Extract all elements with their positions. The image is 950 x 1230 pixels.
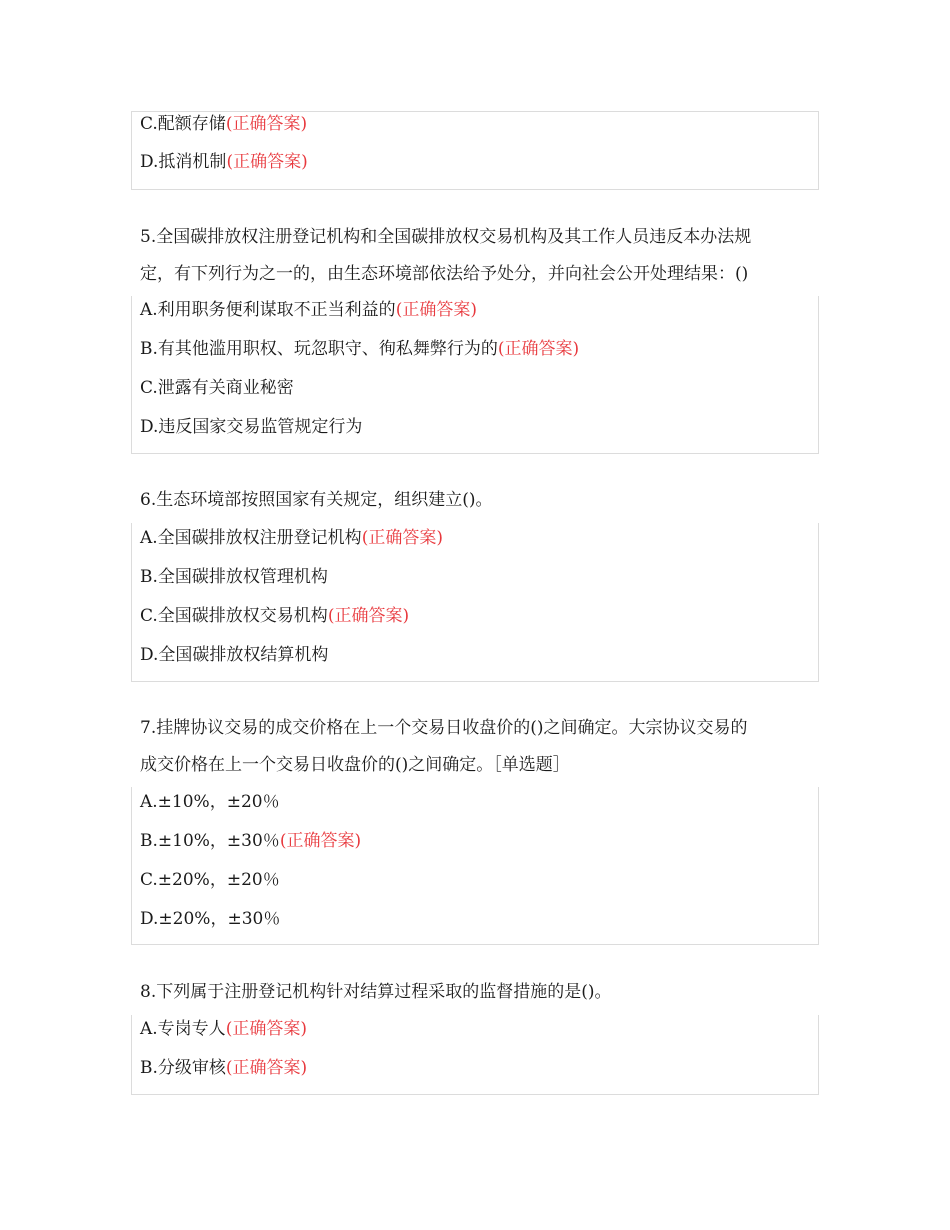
option-text: D.全国碳排放权结算机构 <box>140 645 329 665</box>
q4-option-d <box>140 150 308 174</box>
q6-option-d <box>140 643 328 667</box>
q6-option-a <box>140 526 443 550</box>
correct-answer-label: (正确答案) <box>226 152 308 172</box>
q8-option-b <box>140 1056 307 1080</box>
option-text: B.有其他滥用职权、玩忽职守、徇私舞弊行为的 <box>140 339 498 359</box>
correct-answer-label: (正确答案) <box>225 1019 307 1039</box>
option-text: D.违反国家交易监管规定行为 <box>140 417 363 437</box>
q7-option-c <box>140 868 280 892</box>
option-text: A.利用职务便利谋取不正当利益的 <box>140 300 396 320</box>
q5-option-b <box>140 337 579 361</box>
q7-option-b <box>140 829 361 853</box>
correct-answer-label: (正确答案) <box>497 339 580 359</box>
q8-stem-line1: 8.下列属于注册登记机构针对结算过程采取的监督措施的是()。 <box>140 982 612 1002</box>
q5-stem <box>140 219 820 293</box>
q5-option-d <box>140 415 362 439</box>
q5-stem-line2: 定，有下列行为之一的，由生态环境部依法给予处分，并向社会公开处理结果：() <box>140 264 749 284</box>
correct-answer-label: (正确答案) <box>279 831 362 851</box>
option-text: C.配额存储 <box>140 114 226 134</box>
correct-answer-label: (正确答案) <box>225 1058 308 1078</box>
q8-stem <box>140 974 820 1011</box>
option-text: B.全国碳排放权管理机构 <box>140 567 328 587</box>
q6-option-c <box>140 604 409 628</box>
q6-option-b <box>140 565 328 589</box>
option-text: A.±10%，±20％ <box>140 792 280 812</box>
correct-answer-label: (正确答案) <box>361 528 443 548</box>
q6-stem <box>140 482 820 519</box>
option-text: C.泄露有关商业秘密 <box>140 378 294 398</box>
option-text: D.±20%，±30％ <box>140 909 281 929</box>
q8-option-a <box>140 1017 307 1041</box>
correct-answer-label: (正确答案) <box>327 606 410 626</box>
q7-stem-line1: 7.挂牌协议交易的成交价格在上一个交易日收盘价的()之间确定。大宗协议交易的 <box>140 718 748 738</box>
option-text: D.抵消机制 <box>140 152 227 172</box>
option-text: B.分级审核 <box>140 1058 226 1078</box>
q6-stem-line1: 6.生态环境部按照国家有关规定，组织建立()。 <box>140 490 493 510</box>
option-text: A.全国碳排放权注册登记机构 <box>140 528 362 548</box>
q7-option-d <box>140 907 280 931</box>
q5-stem-line1: 5.全国碳排放权注册登记机构和全国碳排放权交易机构及其工作人员违反本办法规 <box>140 227 752 247</box>
q7-option-a <box>140 790 280 814</box>
q5-option-a <box>140 298 477 322</box>
option-text: B.±10%，±30％ <box>140 831 280 851</box>
correct-answer-label: (正确答案) <box>395 300 477 320</box>
q7-stem-line2: 成交价格在上一个交易日收盘价的()之间确定。［单选题］ <box>140 755 570 775</box>
option-text: C.全国碳排放权交易机构 <box>140 606 328 626</box>
correct-answer-label: (正确答案) <box>225 114 308 134</box>
q5-option-c <box>140 376 294 400</box>
q4-option-c <box>140 112 307 136</box>
option-text: A.专岗专人 <box>140 1019 226 1039</box>
option-text: C.±20%，±20％ <box>140 870 280 890</box>
q7-stem <box>140 710 820 784</box>
